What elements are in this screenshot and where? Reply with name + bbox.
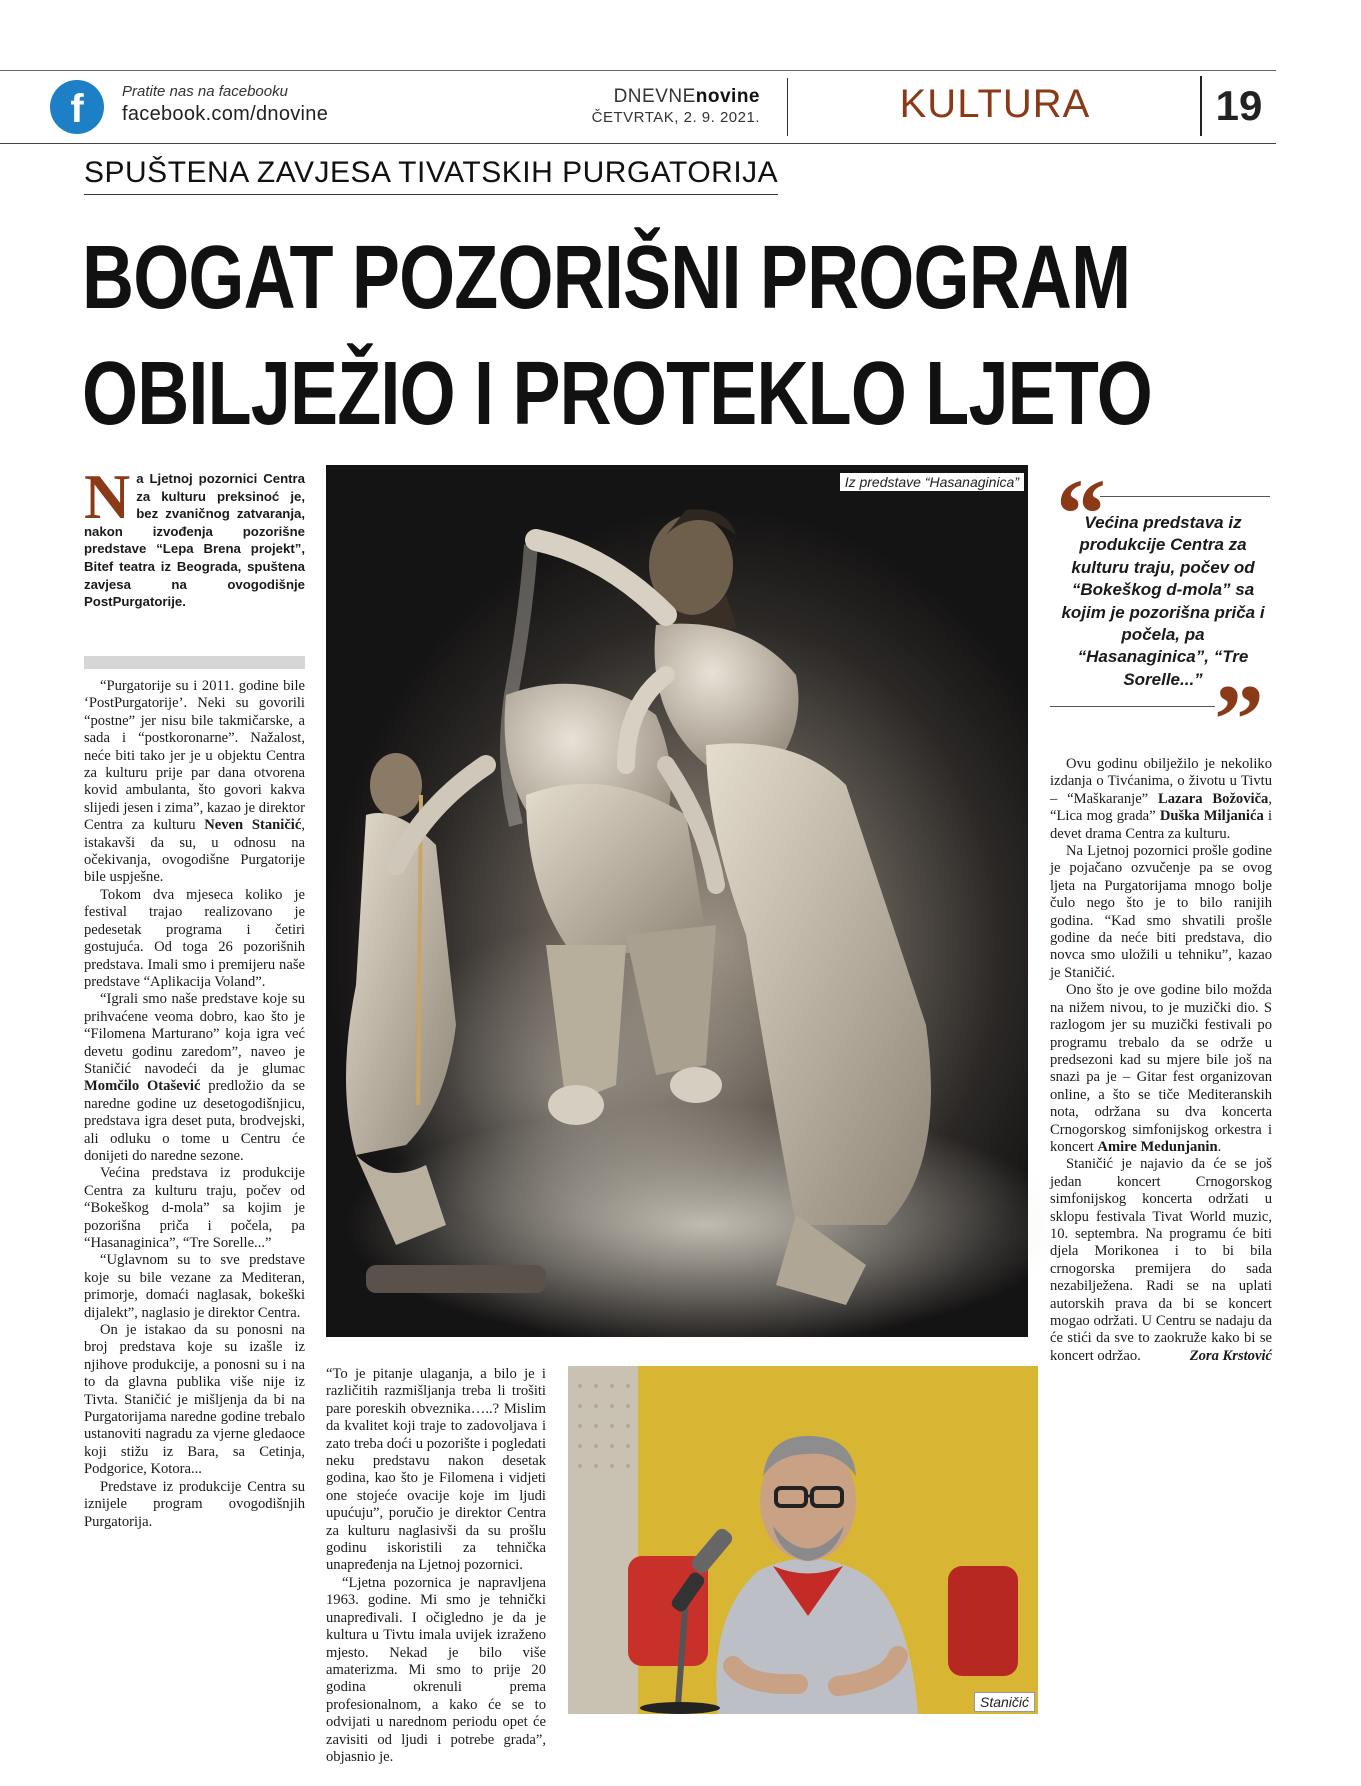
headline-line-2: OBILJEŽIO I PROTEKLO LJETO xyxy=(82,344,1152,444)
portrait-illustration xyxy=(568,1366,1038,1714)
article-column-1 xyxy=(84,678,305,1718)
quote-bottom-rule xyxy=(1050,706,1215,707)
paragraph: Ono što je ove godine bilo možda na nižem nivou, to je muzički dio. S razlogom jer su muzički festivali po programu trebalo da se održe u predsezoni kad su mjere bile još na snazi pa je – Gitar fest organizovan online, a što se tiče Mediteranskih nota, održana su dva koncerta Crnogorskog simfonijskog orkestra i koncert Amire Medunjanin. xyxy=(1050,982,1272,1155)
quote-open-mark: “ xyxy=(1056,458,1106,569)
main-photo-caption: Iz predstave “Hasanaginica” xyxy=(840,473,1024,491)
facebook-url-link[interactable]: facebook.com/dnovine xyxy=(122,103,329,125)
article-column-3 xyxy=(1050,756,1272,1722)
main-photo-stage-scene xyxy=(326,465,1028,1337)
newspaper-name-prefix: DNEVNE xyxy=(613,86,696,107)
quote-close-mark: ” xyxy=(1214,664,1264,775)
newspaper-name xyxy=(560,86,760,108)
headline-line-1: BOGAT POZORIŠNI PROGRAM xyxy=(82,228,1131,328)
stage-scene-illustration xyxy=(326,465,1028,1337)
paragraph: “Ljetna pozornica je napravljena 1963. godine. Mi smo je tehnički unapređivali. I očigledno je da je kultura u Tivtu imala uvijek izraženo mjesto. Nekad je bilo više amaterizma. Mi smo to prije 20 godina okrenuli prema profesionalnom, a kako će se to odvijati u narednom periodu opet će zavisiti od ljudi i potrebe grada”, objasnio je. xyxy=(326,1574,546,1765)
portrait-photo-caption: Staničić xyxy=(974,1692,1035,1712)
drop-cap: N xyxy=(84,461,131,532)
paragraph: Na Ljetnoj pozornici prošle godine je pojačano ozvučenje pa se ovog ljeta na Purgatorijama mnogo bolje čulo nego što je to bilo ranijih godina. “Kad smo shvatili prošle godine da neće biti predstava, dio novca smo uložili u tehniku”, kazao je Staničić. xyxy=(1050,843,1272,981)
header-bottom-rule xyxy=(0,143,1276,144)
article-kicker: SPUŠTENA ZAVJESA TIVATSKIH PURGATORIJA xyxy=(84,156,778,195)
portrait-photo xyxy=(568,1366,1038,1714)
paragraph: “Uglavnom su to sve predstave koje su bile vezane za Mediteran, primorje, domaći naglasak, bokeški dijalekt”, naglasio je direktor Centra. xyxy=(84,1252,305,1321)
paragraph: Većina predstava iz produkcije Centra za kulturu traju, počev od “Bokeškog d-mola” sa kojim je pozorišna priča i počela, pa “Hasanaginica”, “Tre Sorelle...” xyxy=(84,1165,305,1251)
pull-quote: Većina predstava iz produkcije Centra za kulturu traju, počev od “Bokeškog d-mola” sa kojim je pozorišna priča i počela, pa “Hasanaginica”, “Tre Sorelle...” xyxy=(1061,513,1265,689)
quote-top-rule xyxy=(1100,496,1270,497)
issue-date: ČETVRTAK, 2. 9. 2021. xyxy=(591,109,760,126)
paragraph: “Purgatorije su i 2011. godine bile ‘PostPurgatorije’. Neki su govorili “postne” jer nisu bile takmičarske, a sada i “postkoronarne”. Nažalost, neće biti tako jer je u objektu Centra za kulturu prije par dana otvorena kovid ambulanta, što govori kakva slijedi jesen i zima”, kazao je direktor Centra za kulturu Neven Staničić, istakavši da su, u odnosu na očekivanja, ovogodišne Purgatorije bile uspješne. xyxy=(84,678,305,886)
paragraph: Tokom dva mjeseca koliko je festival trajao realizovano je pedesetak programa i četiri gostujuća. Od toga 26 pozorišnih predstava. Imali smo i premijeru naše predstave “Aplikacija Voland”. xyxy=(84,886,305,990)
paragraph: “To je pitanje ulaganja, a bilo je i različitih razmišljanja treba li trošiti pare poreskih obveznika…..? Mislim da kvalitet koji traje to zadovoljava i zato treba doći u pozorište i pogledati neku predstavu nakon desetak godina, kao što je Filomena i vidjeti one stojeće ovacije koje im ljudi upućuju”, poručio je direktor Centra za kulturu naglasivši da su prošlu godinu iskoristili za tehnička unapređenja na Ljetnoj pozornici. xyxy=(326,1366,546,1574)
newspaper-name-bold: novine xyxy=(695,86,760,107)
section-title: KULTURA xyxy=(899,82,1091,126)
lead-text: a Ljetnoj pozornici Centra za kulturu preksinoć je, bez zvaničnog zatvaranja, nakon izvođenja pozorišne predstave “Lepa Brena projekt”, Bitef teatra iz Beograda, spuštena zavjesa na ovogodišnje PostPurgatorije. xyxy=(84,471,305,610)
paragraph: Ovu godinu obilježilo je nekoliko izdanja o Tivćanima, o životu u Tivtu – “Maškaranje” Lazara Božoviča, “Lica mog grada” Duška Miljanića i devet drama Centra za kulturu. xyxy=(1050,756,1272,842)
article-lead xyxy=(84,461,305,611)
paragraph: Predstave iz produkcije Centra su iznijele program ovogodišnjih Purgatorija. xyxy=(84,1478,305,1530)
header-divider xyxy=(787,78,788,136)
paragraph: “Igrali smo naše predstave koje su prihvaćene veoma dobro, kao što je “Filomena Marturano” koja igra već devetu godinu zaredom”, naveo je Staničić navodeći da je glumac Momčilo Otašević predložio da se naredne godine uz desetogodišnjicu, predstava igra deset puta, brodvejski, ali odluku o tome u Centru će donijeti do naredne sezone. xyxy=(84,991,305,1164)
facebook-icon[interactable]: f xyxy=(50,80,104,134)
header-top-rule xyxy=(0,70,1276,71)
paragraph: Staničić je najavio da će se još jedan koncert Crnogorskog simfonijskog koncerta održati u sklopu festivala Tivat World muzic, 10. septembra. Na programu će biti djela Morikonea i to bi bila crnogorska premijera do sada nezabilježena. Radi se na uplati autorskih prava da bi se koncert mogao održati. U Centru se nadaju da će stići da sve to zaokruže kako bi se koncert održao. Zora Krstović xyxy=(1050,1156,1272,1364)
header-divider xyxy=(1200,76,1202,136)
paragraph: On je istakao da su ponosni na broj predstava koje su izašle iz njihove produkcije, a ponosni su i na to da glavna publika više nije iz Tivta. Staničić je mišljenja da bi na Purgatorijama naredne godine trebalo ustanoviti nagradu za vjerne gledaoce koji stižu iz Bara, sa Cetinja, Podgorice, Kotora... xyxy=(84,1322,305,1478)
article-column-2 xyxy=(326,1366,546,1765)
facebook-label: Pratite nas na facebooku xyxy=(122,83,288,100)
author-byline: Zora Krstović xyxy=(1189,1347,1272,1364)
page-number: 19 xyxy=(1215,82,1263,129)
lead-divider-bar xyxy=(84,656,305,669)
